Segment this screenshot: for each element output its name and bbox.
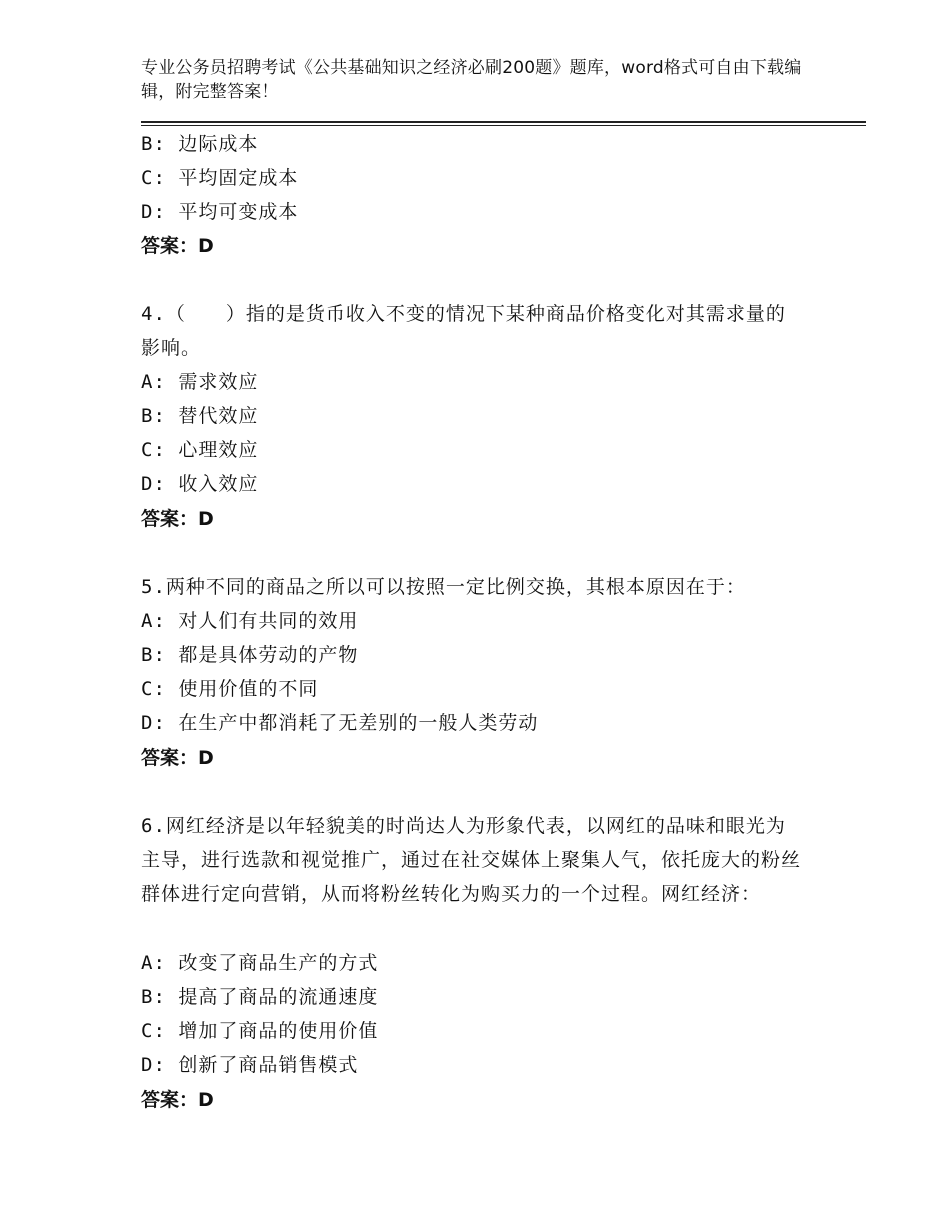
q5-stem: 5.两种不同的商品之所以可以按照一定比例交换，其根本原因在于：: [141, 576, 746, 598]
document-header: 专业公务员招聘考试《公共基础知识之经济必刷200题》题库，word格式可自由下载编辑，附完整答案！: [141, 58, 802, 102]
q6-option-b: B: 提高了商品的流通速度: [141, 986, 379, 1008]
q6-option-c: C: 增加了商品的使用价值: [141, 1020, 379, 1042]
q3-option-d: D: 平均可变成本: [141, 201, 299, 223]
q4-option-a: A: 需求效应: [141, 371, 259, 393]
q4-option-c: C: 心理效应: [141, 439, 259, 461]
q5-option-b: B: 都是具体劳动的产物: [141, 644, 359, 666]
q3-option-b: B: 边际成本: [141, 133, 259, 155]
q4-option-b: B: 替代效应: [141, 405, 259, 427]
q5-option-a: A: 对人们有共同的效用: [141, 610, 359, 632]
q6-answer: 答案：D: [141, 1089, 214, 1111]
q6-stem: 6.网红经济是以年轻貌美的时尚达人为形象代表，以网红的品味和眼光为主导，进行选款和视觉推广，通过在社交媒体上聚集人气，依托庞大的粉丝群体进行定向营销，从而将粉丝转化为购买力的一个过程。网红经济：: [141, 815, 802, 905]
q5-option-c: C: 使用价值的不同: [141, 678, 319, 700]
q6-option-a: A: 改变了商品生产的方式: [141, 952, 379, 974]
q4-answer: 答案：D: [141, 508, 214, 530]
header-rule-thin: [141, 125, 866, 126]
header-rule-thick: [141, 121, 866, 123]
q4-stem: 4.（ ）指的是货币收入不变的情况下某种商品价格变化对其需求量的影响。: [141, 303, 786, 359]
q5-option-d: D: 在生产中都消耗了无差别的一般人类劳动: [141, 712, 539, 734]
q4-option-d: D: 收入效应: [141, 473, 259, 495]
q5-answer: 答案：D: [141, 747, 214, 769]
q3-answer: 答案：D: [141, 235, 214, 257]
q3-option-c: C: 平均固定成本: [141, 167, 299, 189]
q6-option-d: D: 创新了商品销售模式: [141, 1054, 359, 1076]
